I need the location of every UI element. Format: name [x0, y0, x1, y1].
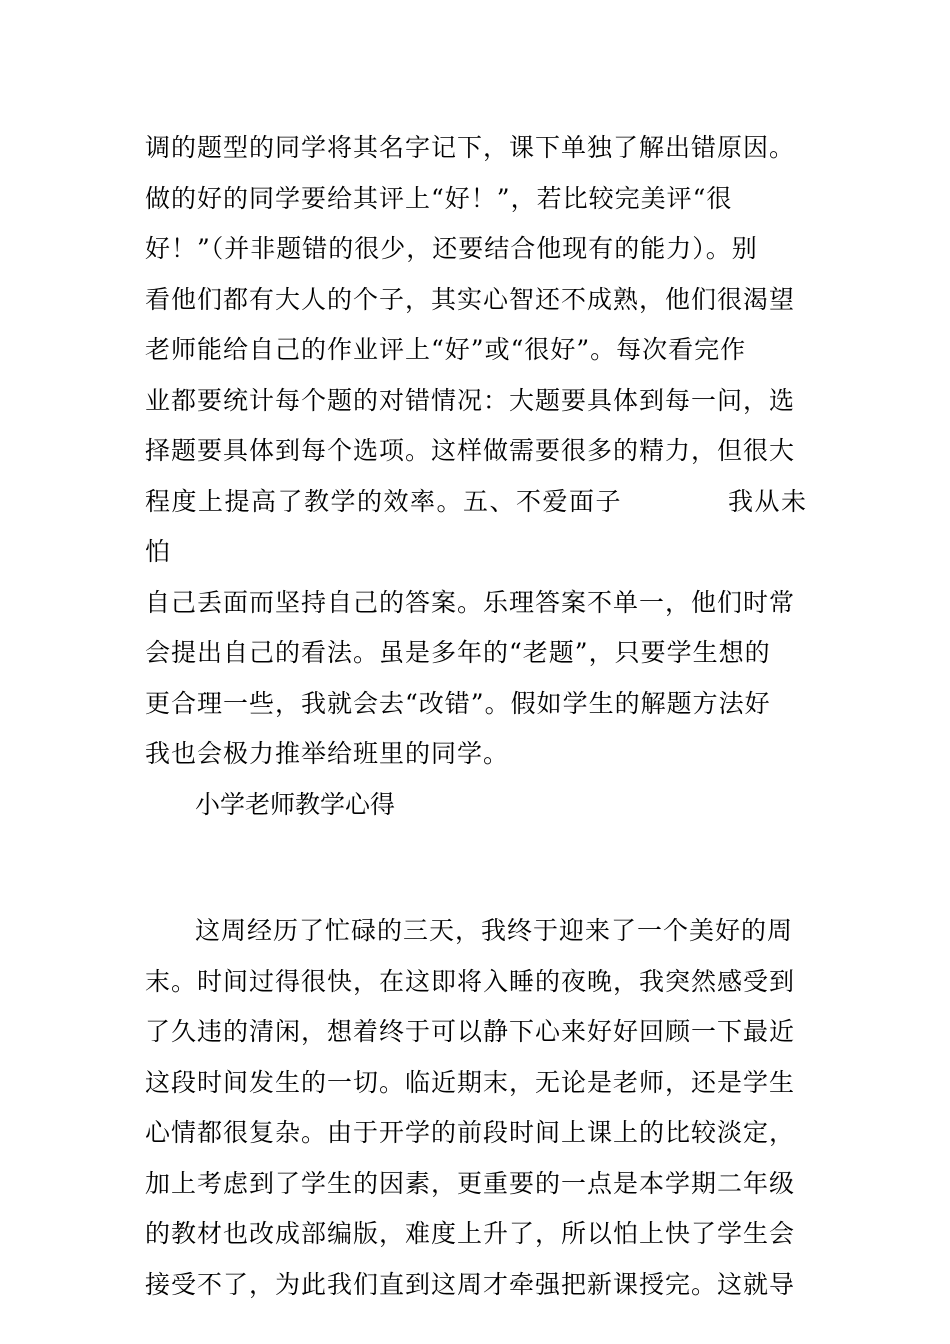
- paragraph-1-line: 会提出自己的看法。虽是多年的“老题”，只要学生想的: [145, 638, 771, 667]
- paragraph-1-line: 自己丢面而坚持自己的答案。乐理答案不单一，他们时常: [145, 587, 796, 617]
- blank-spacer: [145, 830, 807, 906]
- paragraph-2-line: 了久违的清闲，想着终于可以静下心来好好回顾一下最近: [145, 1017, 796, 1046]
- paragraph-1-line: 调的题型的同学将其名字记下，课下单独了解出错原因。: [145, 133, 796, 162]
- paragraph-1-line: 老师能给自己的作业评上“好”或“很好”。每次看完作: [145, 335, 747, 364]
- paragraph-2-line: 心情都很复杂。由于开学的前段时间上课上的比较淡定，: [145, 1118, 796, 1147]
- paragraph-2-line: 这段时间发生的一切。临近期末，无论是老师，还是学生: [145, 1067, 796, 1097]
- paragraph-1-line: 择题要具体到每个选项。这样做需要很多的精力，但很大: [145, 436, 796, 465]
- paragraph-1-line: 好！”（并非题错的很少，还要结合他现有的能力）。别: [145, 234, 758, 263]
- paragraph-1-line: 做的好的同学要给其评上“好！”，若比较完美评“很: [145, 183, 733, 213]
- paragraph-2-line: 的教材也改成部编版，难度上升了，所以怕上快了学生会: [145, 1219, 796, 1248]
- section-heading: 小学老师教学心得: [195, 789, 396, 819]
- paragraph-1-line: 程度上提高了教学的效率。五、不爱面子 我从未怕: [145, 486, 807, 566]
- paragraph-2-line: 加上考虑到了学生的因素，更重要的一点是本学期二年级: [145, 1168, 796, 1198]
- paragraph-1-line: 看他们都有大人的个子，其实心智还不成熟，他们很渴望: [145, 284, 796, 314]
- paragraph-2-line: 这周经历了忙碌的三天，我终于迎来了一个美好的周: [195, 916, 794, 945]
- paragraph-1-line: 我也会极力推举给班里的同学。: [145, 739, 510, 768]
- paragraph-2-line: 末。时间过得很快，在这即将入睡的夜晚，我突然感受到: [145, 966, 796, 996]
- paragraph-2-line: 接受不了，为此我们直到这周才牵强把新课授完。这就导: [145, 1269, 796, 1299]
- paragraph-1-line: 业都要统计每个题的对错情况：大题要具体到每一问，选: [145, 385, 796, 415]
- document-page: [145, 123, 807, 1310]
- paragraph-1-line: 更合理一些，我就会去“改错”。假如学生的解题方法好: [145, 688, 771, 718]
